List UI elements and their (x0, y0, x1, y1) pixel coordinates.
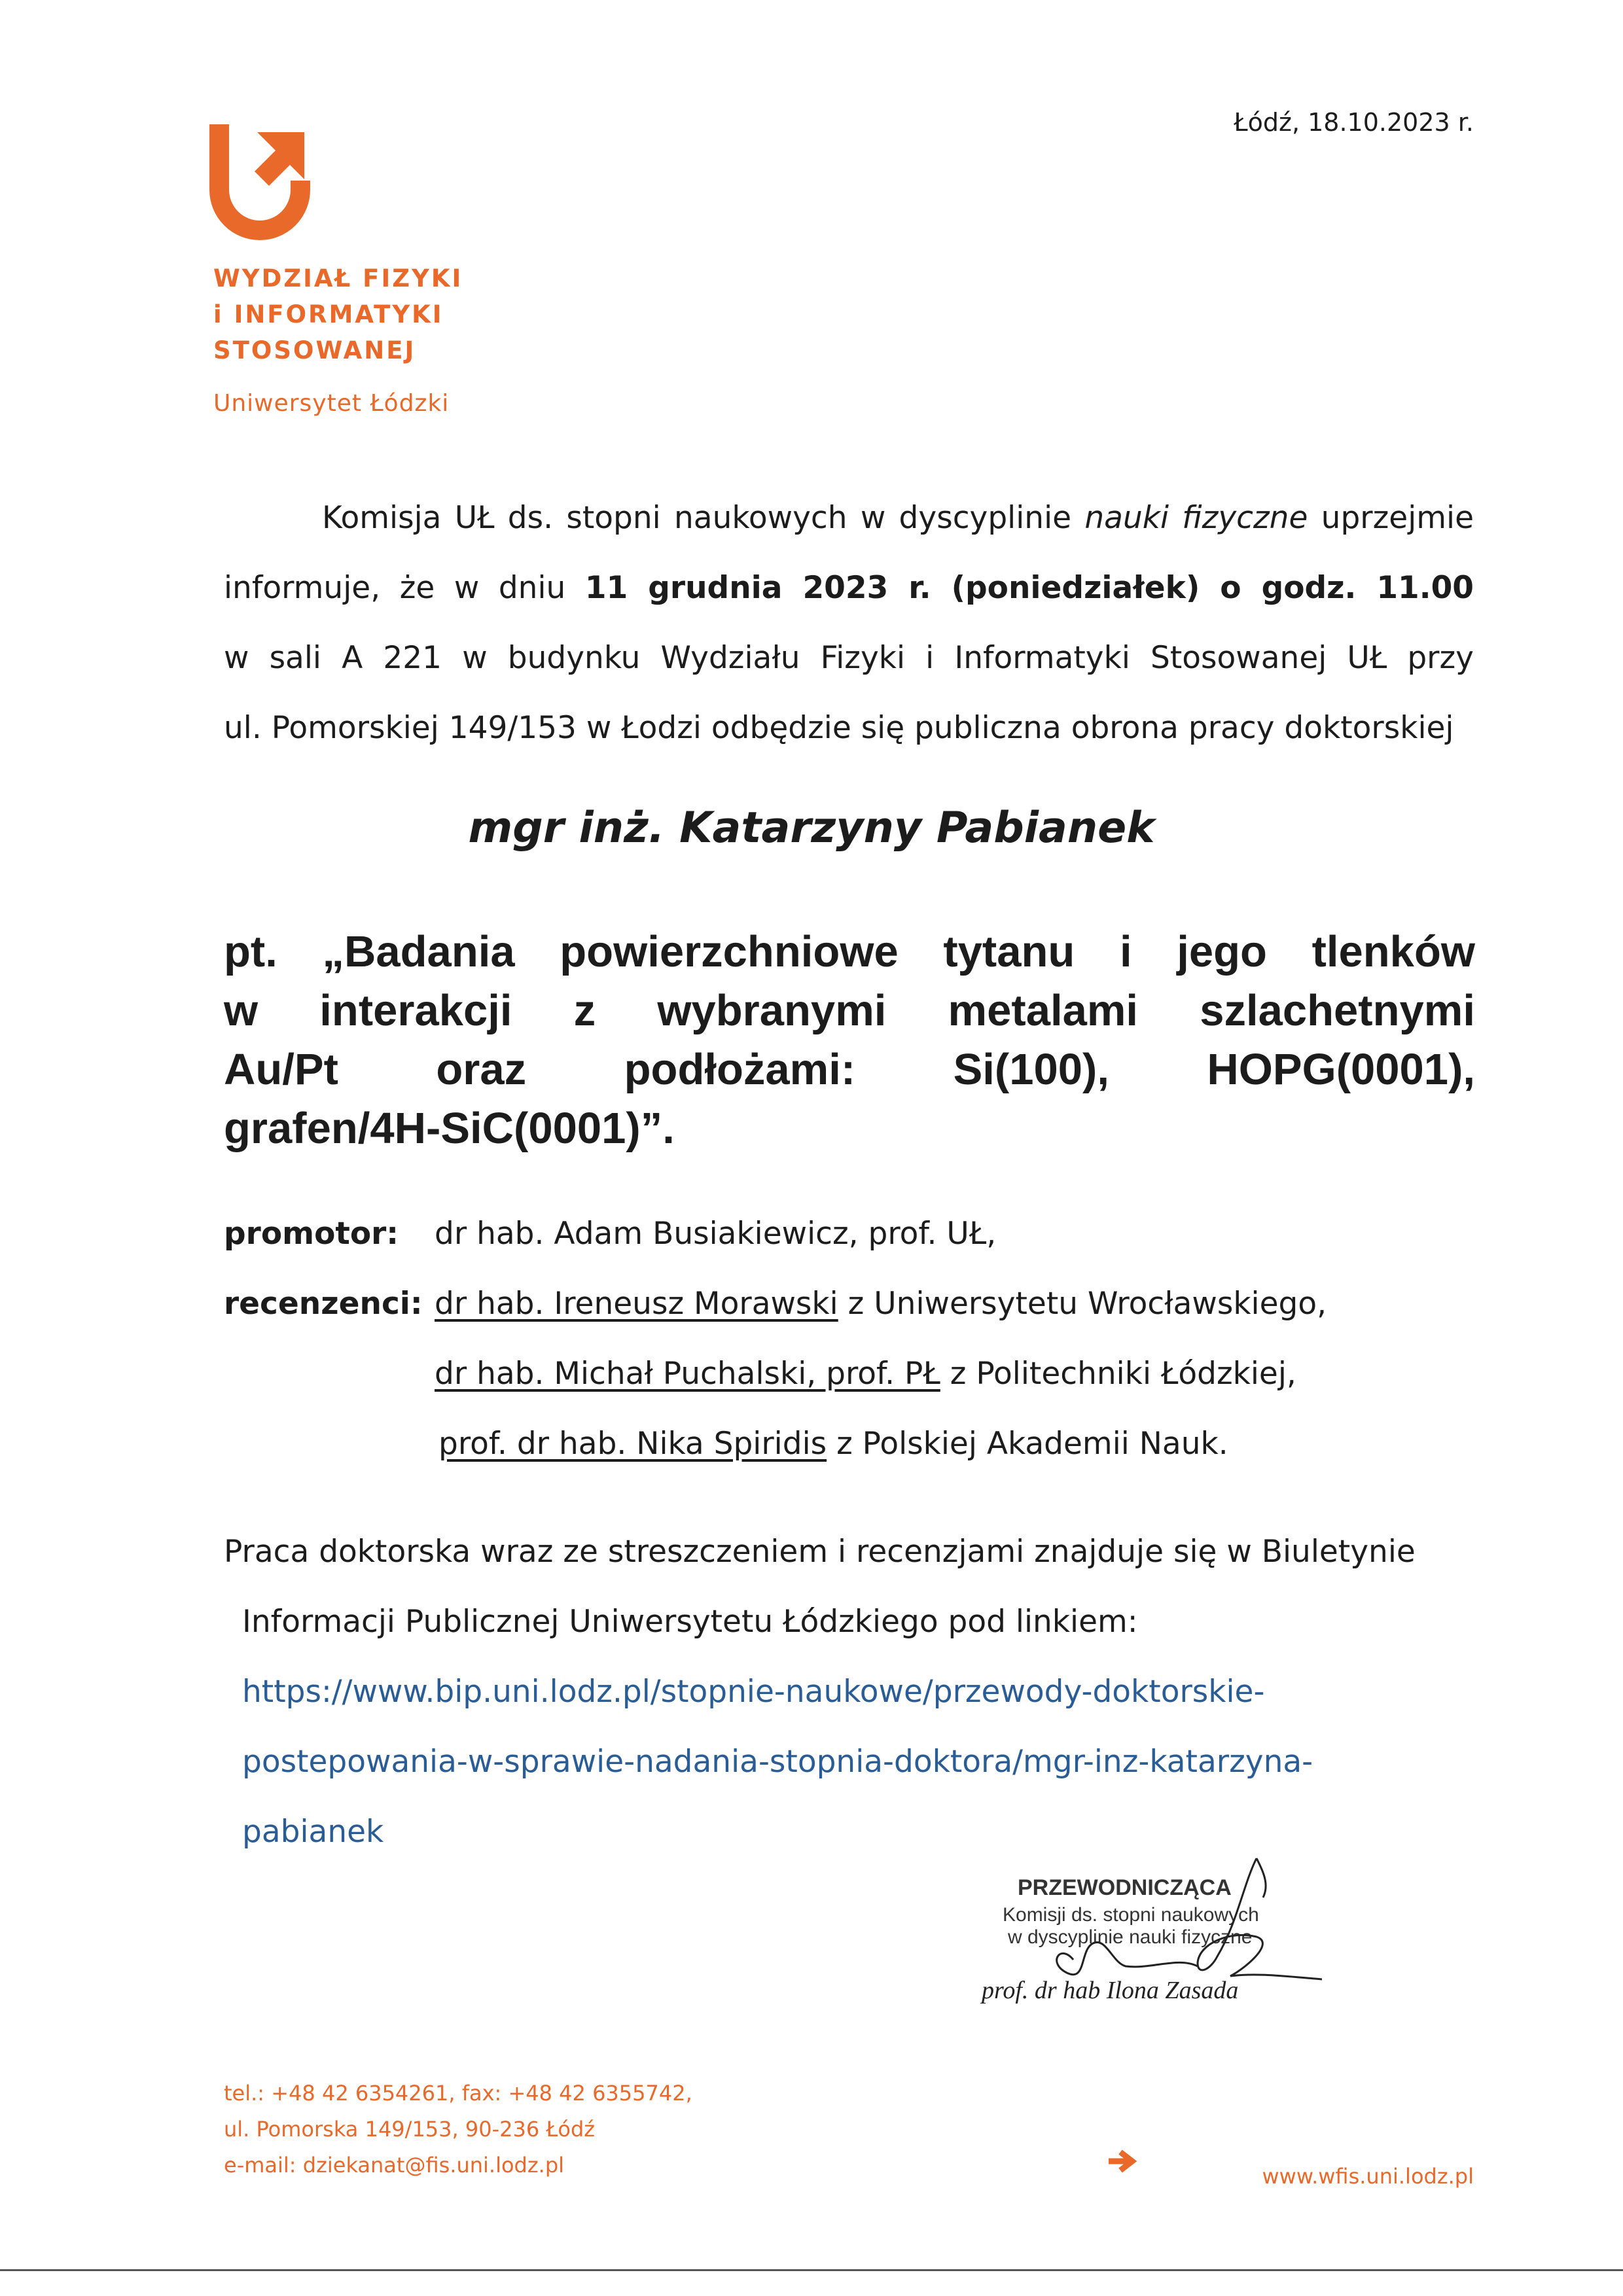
bottom-divider (0, 2269, 1623, 2271)
reviewer-name: dr hab. Ireneusz Morawski (435, 1286, 838, 1322)
reviewer-entry (435, 1339, 1296, 1409)
defense-time: godz. 11.00 (1261, 570, 1474, 606)
defense-date: 11 grudnia 2023 r. (poniedziałek) (584, 570, 1200, 606)
bulletin-paragraph (224, 1517, 1480, 1867)
intro-text: uprzejmie (1308, 500, 1474, 536)
signatory-name: prof. dr hab Ilona Zasada (982, 1977, 1239, 2004)
supervisor-label: promotor: (224, 1216, 399, 1252)
thesis-title (224, 923, 1475, 1158)
discipline-name: nauki fizyczne (1084, 500, 1308, 536)
bulletin-line: Praca doktorska wraz ze streszczeniem i recenzjami znajduje się w Biuletynie (224, 1534, 1416, 1570)
intro-line: ul. Pomorskiej 149/153 w Łodzi odbędzie się publiczna obrona pracy doktorskiej (224, 710, 1454, 746)
reviewer-name: dr hab. Michał Puchalski, prof. PŁ (435, 1356, 940, 1392)
faculty-line: STOSOWANEJ (213, 336, 416, 364)
bip-link[interactable]: https://www.bip.uni.lodz.pl/stopnie-naukowe/przewody-doktorskie- (242, 1674, 1265, 1710)
faculty-line: i INFORMATYKI (213, 300, 444, 328)
reviewer-name: prof. dr hab. Nika Spiridis (438, 1426, 827, 1462)
intro-line (224, 553, 1474, 623)
faculty-line: WYDZIAŁ FIZYKI (213, 264, 463, 292)
thesis-title-line: grafen/4H-SiC(0001)”. (224, 1104, 675, 1153)
intro-line: w sali A 221 w budynku Wydziału Fizyki i Informatyki Stosowanej UŁ przy (224, 640, 1474, 676)
candidate-name: mgr inż. Katarzyny Pabianek (468, 804, 1155, 853)
announcement-paragraph (224, 483, 1474, 763)
intro-line (224, 483, 1474, 553)
intro-text: Komisja UŁ ds. stopni naukowych w dyscyplinie (322, 500, 1085, 536)
faculty-name (213, 260, 463, 368)
handwritten-signature (982, 1845, 1348, 2022)
intro-text: informuje, że w dniu (224, 570, 585, 606)
arrow-right-icon (1106, 2148, 1140, 2174)
bulletin-line: Informacji Publicznej Uniwersytetu Łódzkiego pod linkiem: (242, 1604, 1138, 1640)
signature-title: PRZEWODNICZĄCA (1018, 1875, 1232, 1900)
bip-link[interactable]: pabianek (242, 1814, 384, 1850)
thesis-title-line: w interakcji z wybranymi metalami szlachetnymi (224, 986, 1475, 1035)
signature-stamp (982, 1845, 1348, 2022)
reviewers-label: recenzenci: (224, 1286, 423, 1322)
footer-contact (224, 2075, 692, 2183)
university-arrow-logo-icon (206, 118, 317, 242)
bip-link[interactable]: postepowania-w-sprawie-nadania-stopnia-doktora/mgr-inz-katarzyna- (242, 1744, 1313, 1780)
reviewer-affiliation: z Politechniki Łódzkiej, (940, 1356, 1296, 1392)
university-name: Uniwersytet Łódzki (213, 390, 450, 417)
supervisor-name: dr hab. Adam Busiakiewicz, prof. UŁ, (435, 1216, 997, 1252)
reviewer-affiliation: z Polskiej Akademii Nauk. (827, 1426, 1228, 1462)
thesis-title-line: Au/Pt oraz podłożami: Si(100), HOPG(0001), (224, 1045, 1475, 1094)
footer-email[interactable]: e-mail: dziekanat@fis.uni.lodz.pl (224, 2153, 565, 2178)
signature-subtitle: w dyscyplinie nauki fizyczne (1008, 1926, 1253, 1948)
thesis-title-line: pt. „Badania powierzchniowe tytanu i jego tlenków (224, 927, 1475, 976)
signature-subtitle: Komisji ds. stopni naukowych (1003, 1904, 1259, 1926)
footer-phone: tel.: +48 42 6354261, fax: +48 42 6355742, (224, 2081, 692, 2106)
letter-date: Łódź, 18.10.2023 r. (1234, 108, 1474, 137)
footer-address: ul. Pomorska 149/153, 90-236 Łódź (224, 2117, 596, 2142)
reviewer-affiliation: z Uniwersytetu Wrocławskiego, (838, 1286, 1327, 1322)
intro-text: o (1200, 570, 1262, 606)
footer-website[interactable]: www.wfis.uni.lodz.pl (1262, 2164, 1474, 2189)
reviewer-entry (435, 1269, 1327, 1339)
reviewer-entry (438, 1409, 1228, 1479)
